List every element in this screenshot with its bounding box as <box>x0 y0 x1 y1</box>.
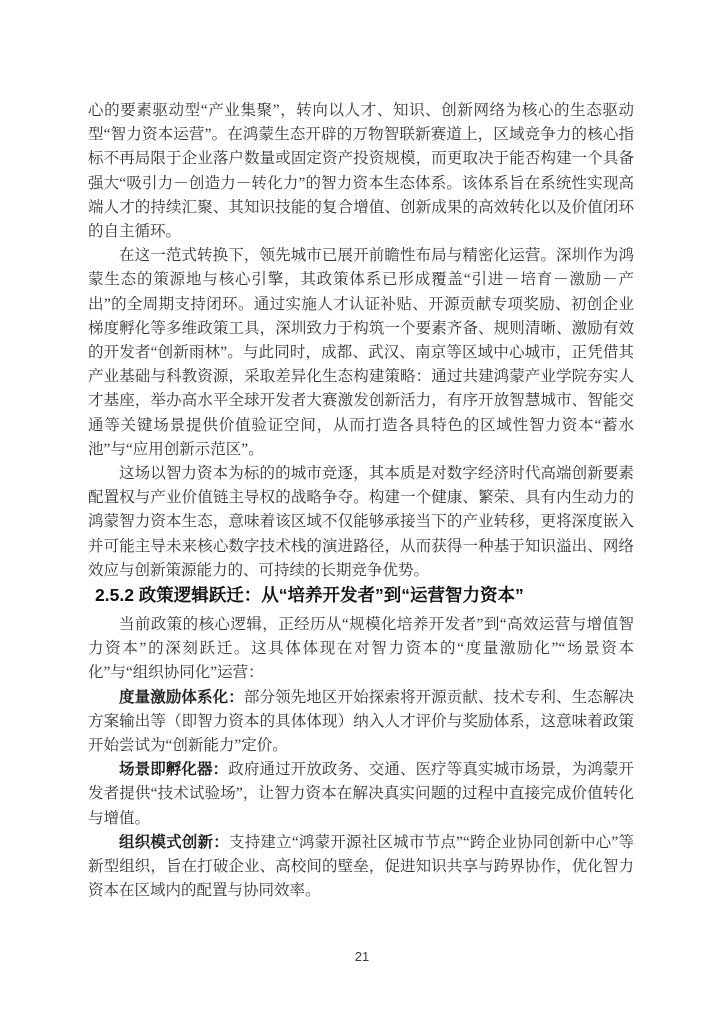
body-text-run: 在这一范式转换下，领先城市已展开前瞻性布局与精密化运营。深圳作为鸿蒙生态的策源地与核心引擎，其政策体系已形成覆盖“引进－培育－激励－产出”的全周期支持闭环。通过实施人才认证补贴、开源贡献专项奖励、初创企业梯度孵化等多维政策工具，深圳致力于构筑一个要素齐备、规则清晰、激励有效的开发者“创新雨林”。与此同时，成都、武汉、南京等区域中心城市，正凭借其产业基础与科教资源，采取差异化生态构建策略：通过共建鸿蒙产业学院夯实人才基座，举办高水平全球开发者大赛激发创新活力，有序开放智慧城市、智能交通等关键场景提供价值验证空间，从而打造各具特色的区域性智力资本“蓄水池”与“应用创新示范区”。 <box>88 247 634 458</box>
document-body <box>88 99 634 904</box>
body-text-run: 当前政策的核心逻辑，正经历从“规模化培养开发者”到“高效运营与增值智力资本”的深刻跃迁。这具体体现在对智力资本的“度量激励化”“场景资本化”与“组织协同化”运营： <box>88 616 634 682</box>
paragraph <box>88 613 634 686</box>
body-text-run: 政府通过开放政务、交通、医疗等真实城市场景，为鸿蒙开发者提供“技术试验场”，让智力资本在解决真实问题的过程中直接完成价值转化与增值。 <box>88 761 634 827</box>
section-heading: 2.5.2 政策逻辑跃迁：从“培养开发者”到“运营智力资本” <box>95 585 524 606</box>
bold-lead-text: 组织模式创新： <box>119 833 229 851</box>
body-text-run: 部分领先地区开始探索将开源贡献、技术专利、生态解决方案输出等（即智力资本的具体体现）纳入人才评价与奖励体系，这意味着政策开始尝试为“创新能力”定价。 <box>88 688 634 755</box>
body-text-run: 这场以智力资本为标的的城市竞逐，其本质是对数字经济时代高端创新要素配置权与产业价值链主导权的战略争夺。构建一个健康、繁荣、具有内生动力的鸿蒙智力资本生态，意味着该区域不仅能够承接当下的产业转移，更将深度嵌入并可能主导未来核心数字技术栈的演进路径，从而获得一种基于知识溢出、网络效应与创新策源能力的、可持续的长期竞争优势。 <box>88 465 634 579</box>
paragraph <box>88 462 634 583</box>
page-footer <box>0 949 724 964</box>
bold-lead-text: 场景即孵化器： <box>119 761 229 779</box>
page-number: 21 <box>354 949 370 964</box>
paragraph <box>88 686 634 759</box>
paragraph <box>88 244 634 462</box>
paragraph <box>88 831 634 904</box>
bold-lead-text: 度量激励体系化： <box>119 688 244 706</box>
body-text-run: 心的要素驱动型“产业集聚”，转向以人才、知识、创新网络为核心的生态驱动型“智力资本运营”。在鸿蒙生态开辟的万物智联新赛道上，区域竞争力的核心指标不再局限于企业落户数量或固定资产投资规模，而更取决于能否构建一个具备强大“吸引力－创造力－转化力”的智力资本生态体系。该体系旨在系统性实现高端人才的持续汇聚、其知识技能的复合增值、创新成果的高效转化以及价值闭环的自主循环。 <box>88 102 634 241</box>
body-text-run: 支持建立“鸿蒙开源社区城市节点”“跨企业协同创新中心”等新型组织，旨在打破企业、高校间的壁垒，促进知识共享与跨界协作，优化智力资本在区域内的配置与协同效率。 <box>88 833 634 900</box>
paragraph <box>88 99 634 244</box>
paragraph <box>88 758 634 831</box>
